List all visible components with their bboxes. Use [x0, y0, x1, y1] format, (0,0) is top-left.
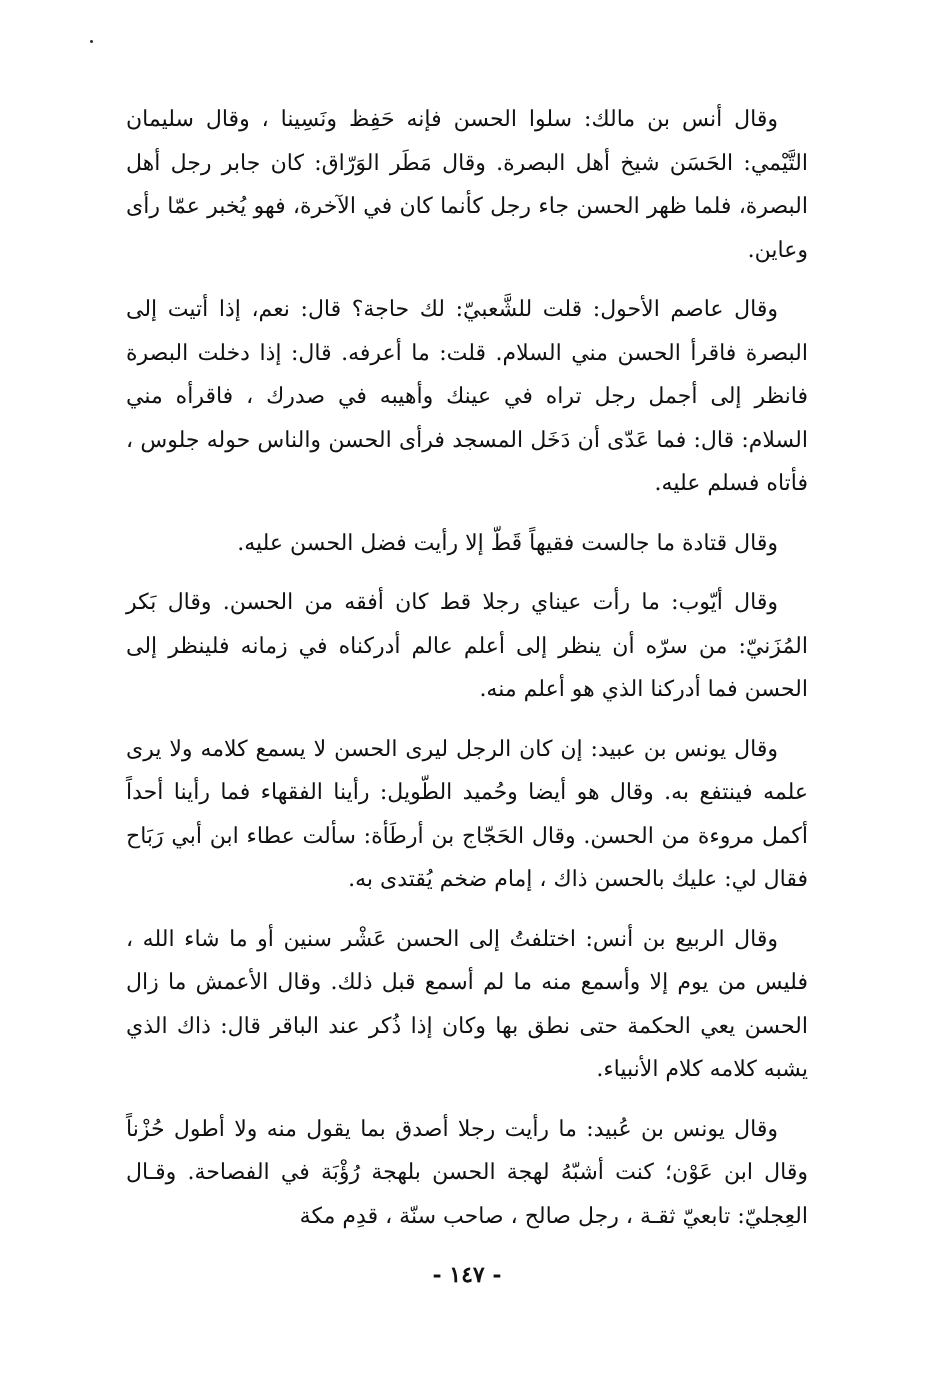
- paragraph-yunus: وقال يونس بن عبيد: إن كان الرجل ليرى الحسن لا يسمع كلامه ولا يرى علمه فينتفع به. وقال هو أيضا وحُميد الطّويل: رأينا الفقهاء فما رأينا أحداً أكمل مروءة من الحسن. وقال الحَجّاج بن أرطَأة: سألت عطاء ابن أبي رَبَاح فقال لي: عليك بالحسن ذاك ، إمام ضخم يُقتدى به.: [126, 736, 808, 892]
- paragraph-rabi: وقال الربيع بن أنس: اختلفتُ إلى الحسن عَشْر سنين أو ما شاء الله ، فليس من يوم إلا وأسمع منه ما لم أسمع قبل ذلك. وقال الأعمش ما زال الحسن يعي الحكمة حتى نطق بها وكان إذا ذُكر عند الباقر قال: ذاك الذي يشبه كلامه كلام الأنبياء.: [126, 926, 808, 1082]
- body-text: [126, 98, 808, 1254]
- paragraph-anas: وقال أنس بن مالك: سلوا الحسن فإنه حَفِظ ونَسِينا ، وقال سليمان التَّيْمي: الحَسَن شيخ أهل البصرة. وقال مَطَر الوَرّاق: كان جابر رجل أهل البصرة، فلما ظهر الحسن جاء رجل كأنما كان في الآخرة، فهو يُخبر عمّا رأى وعاين.: [126, 107, 808, 263]
- paragraph-asim: وقال عاصم الأحول: قلت للشَّعبيّ: لك حاجة؟ قال: نعم، إذا أتيت إلى البصرة فاقرأ الحسن مني السلام. قلت: ما أعرفه. قال: إذا دخلت البصرة فانظر إلى أجمل رجل تراه في عينك وأهيبه في صدرك ، فاقرأه مني السلام: قال: فما عَدّى أن دَخَل المسجد فرأى الحسن والناس حوله جلوس ، فأتاه فسلم عليه.: [126, 297, 808, 496]
- paragraph-ayyub: وقال أيّوب: ما رأت عيناي رجلا قط كان أفقه من الحسن. وقال بَكر المُزَنيّ: من سرّه أن ينظر إلى أعلم عالم أدركناه في زمانه فلينظر إلى الحسن فما أدركنا الذي هو أعلم منه.: [126, 590, 808, 702]
- paragraph-yunus-ubaid: وقال يونس بن عُبيد: ما رأيت رجلا أصدق بما يقول منه ولا أطول حُزْناً وقال ابن عَوْن؛ كنت أشبّهُ لهجة الحسن بلهجة رُؤْبَة في الفصاحة. وقـال العِجليّ: تابعيّ ثقـة ، رجل صالح ، صاحب سنّة ، قدِم مكة: [126, 1116, 808, 1229]
- scan-speck: [90, 40, 93, 43]
- page-number: - ١٤٧ -: [432, 1262, 502, 1288]
- paragraph-qatada: وقال قتادة ما جالست فقيهاً قَطّ إلا رأيت فضل الحسن عليه.: [237, 530, 778, 556]
